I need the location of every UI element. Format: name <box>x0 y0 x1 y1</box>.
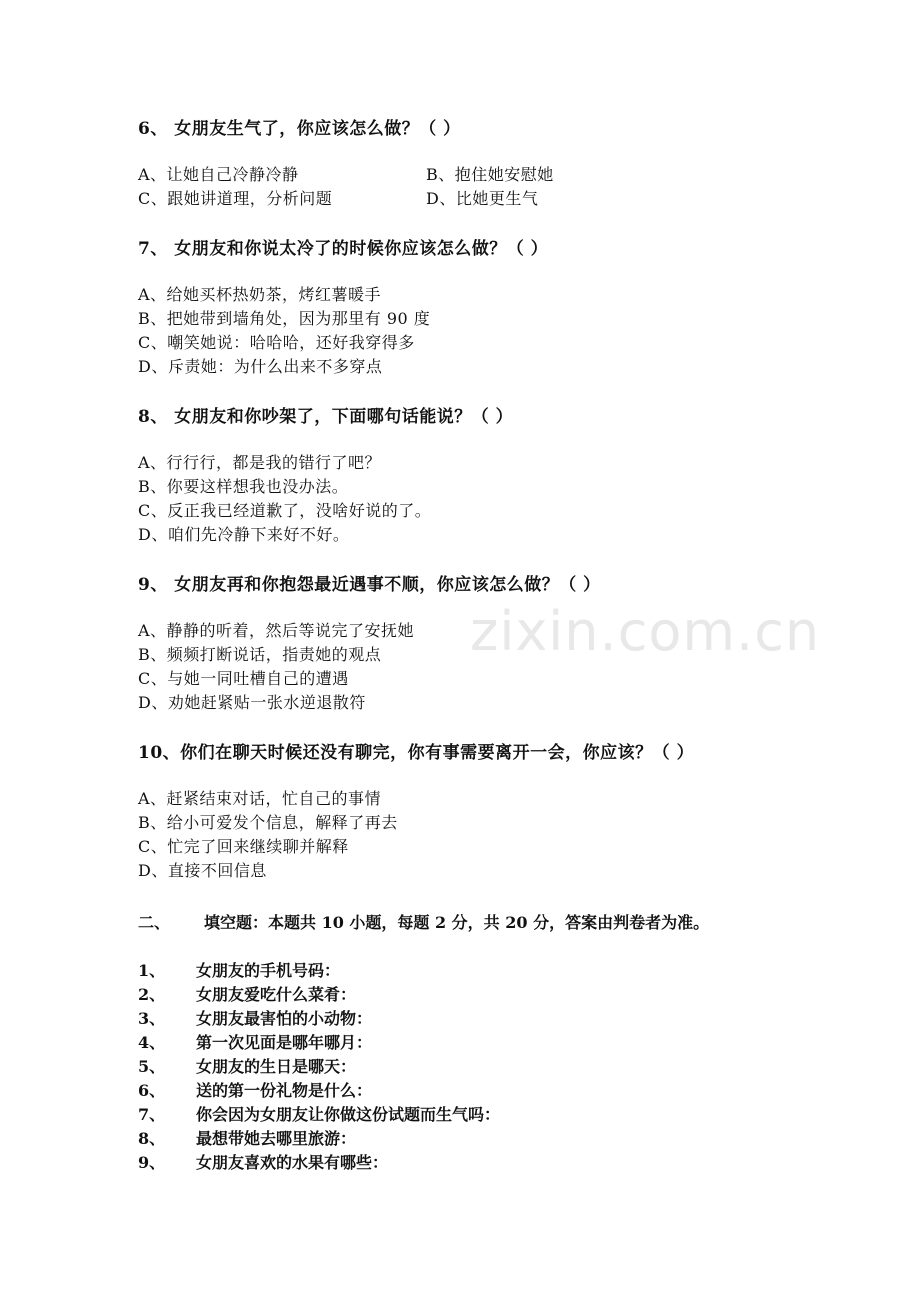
section-2-number: 二、 <box>138 913 171 932</box>
question-9-option-d: D、劝她赶紧贴一张水逆退散符 <box>138 693 366 712</box>
question-9-title: 9、 女朋友再和你抱怨最近遇事不顺，你应该怎么做？（ ） <box>138 575 601 595</box>
fill-item-7-text: 你会因为女朋友让你做这份试题而生气吗： <box>196 1105 501 1124</box>
question-8-option-b: B、你要这样想我也没办法。 <box>138 477 349 496</box>
question-9-option-b: B、频频打断说话，指责她的观点 <box>138 645 382 664</box>
question-7-option-d: D、斥责她：为什么出来不多穿点 <box>138 357 383 376</box>
question-10-option-d: D、直接不回信息 <box>138 861 267 880</box>
fill-item-5-text: 女朋友的生日是哪天： <box>196 1057 357 1076</box>
question-8-title: 8、 女朋友和你吵架了，下面哪句话能说？（ ） <box>138 407 514 427</box>
question-6-title: 6、 女朋友生气了，你应该怎么做？（ ） <box>138 119 461 139</box>
fill-item-7-number: 7、 <box>138 1105 166 1124</box>
question-10-option-b: B、给小可爱发个信息，解释了再去 <box>138 813 398 832</box>
question-9-option-c: C、与她一同吐槽自己的遭遇 <box>138 669 349 688</box>
fill-item-4-number: 4、 <box>138 1033 166 1052</box>
question-10-title: 10、你们在聊天时候还没有聊完，你有事需要离开一会，你应该？（ ） <box>138 743 695 763</box>
question-6-option-d: D、比她更生气 <box>426 189 539 208</box>
question-6-option-c: C、跟她讲道理，分析问题 <box>138 189 333 208</box>
question-7-option-b: B、把她带到墙角处，因为那里有 90 度 <box>138 309 431 328</box>
question-10-option-c: C、忙完了回来继续聊并解释 <box>138 837 349 856</box>
question-9-option-a: A、静静的听着，然后等说完了安抚她 <box>138 621 415 640</box>
question-8-option-a: A、行行行，都是我的错行了吧？ <box>138 453 382 472</box>
fill-item-4-text: 第一次见面是哪年哪月： <box>196 1033 373 1052</box>
fill-item-3-text: 女朋友最害怕的小动物： <box>196 1009 373 1028</box>
fill-item-8-text: 最想带她去哪里旅游： <box>196 1129 357 1148</box>
fill-item-2-number: 2、 <box>138 985 166 1004</box>
question-7-title: 7、 女朋友和你说太冷了的时候你应该怎么做？（ ） <box>138 239 549 259</box>
question-8-option-d: D、咱们先冷静下来好不好。 <box>138 525 350 544</box>
question-10-option-a: A、赶紧结束对话，忙自己的事情 <box>138 789 382 808</box>
fill-item-3-number: 3、 <box>138 1009 166 1028</box>
question-7-option-a: A、给她买杯热奶茶，烤红薯暖手 <box>138 285 382 304</box>
question-7-option-c: C、嘲笑她说：哈哈哈，还好我穿得多 <box>138 333 415 352</box>
fill-item-9-number: 9、 <box>138 1153 166 1172</box>
fill-item-9-text: 女朋友喜欢的水果有哪些： <box>196 1153 389 1172</box>
question-8-option-c: C、反正我已经道歉了，没啥好说的了。 <box>138 501 432 520</box>
fill-item-8-number: 8、 <box>138 1129 166 1148</box>
fill-item-1-number: 1、 <box>138 961 166 980</box>
watermark: zixin.com.cn <box>470 600 821 663</box>
fill-item-5-number: 5、 <box>138 1057 166 1076</box>
question-6-option-a: A、让她自己冷静冷静 <box>138 165 299 184</box>
fill-item-2-text: 女朋友爱吃什么菜肴： <box>196 985 357 1004</box>
question-6-option-b: B、抱住她安慰她 <box>426 165 554 184</box>
fill-item-6-text: 送的第一份礼物是什么： <box>196 1081 373 1100</box>
fill-item-1-text: 女朋友的手机号码： <box>196 961 341 980</box>
fill-item-6-number: 6、 <box>138 1081 166 1100</box>
section-2-heading <box>138 910 709 933</box>
section-2-title: 填空题：本题共 10 小题，每题 2 分，共 20 分，答案由判卷者为准。 <box>204 913 710 932</box>
